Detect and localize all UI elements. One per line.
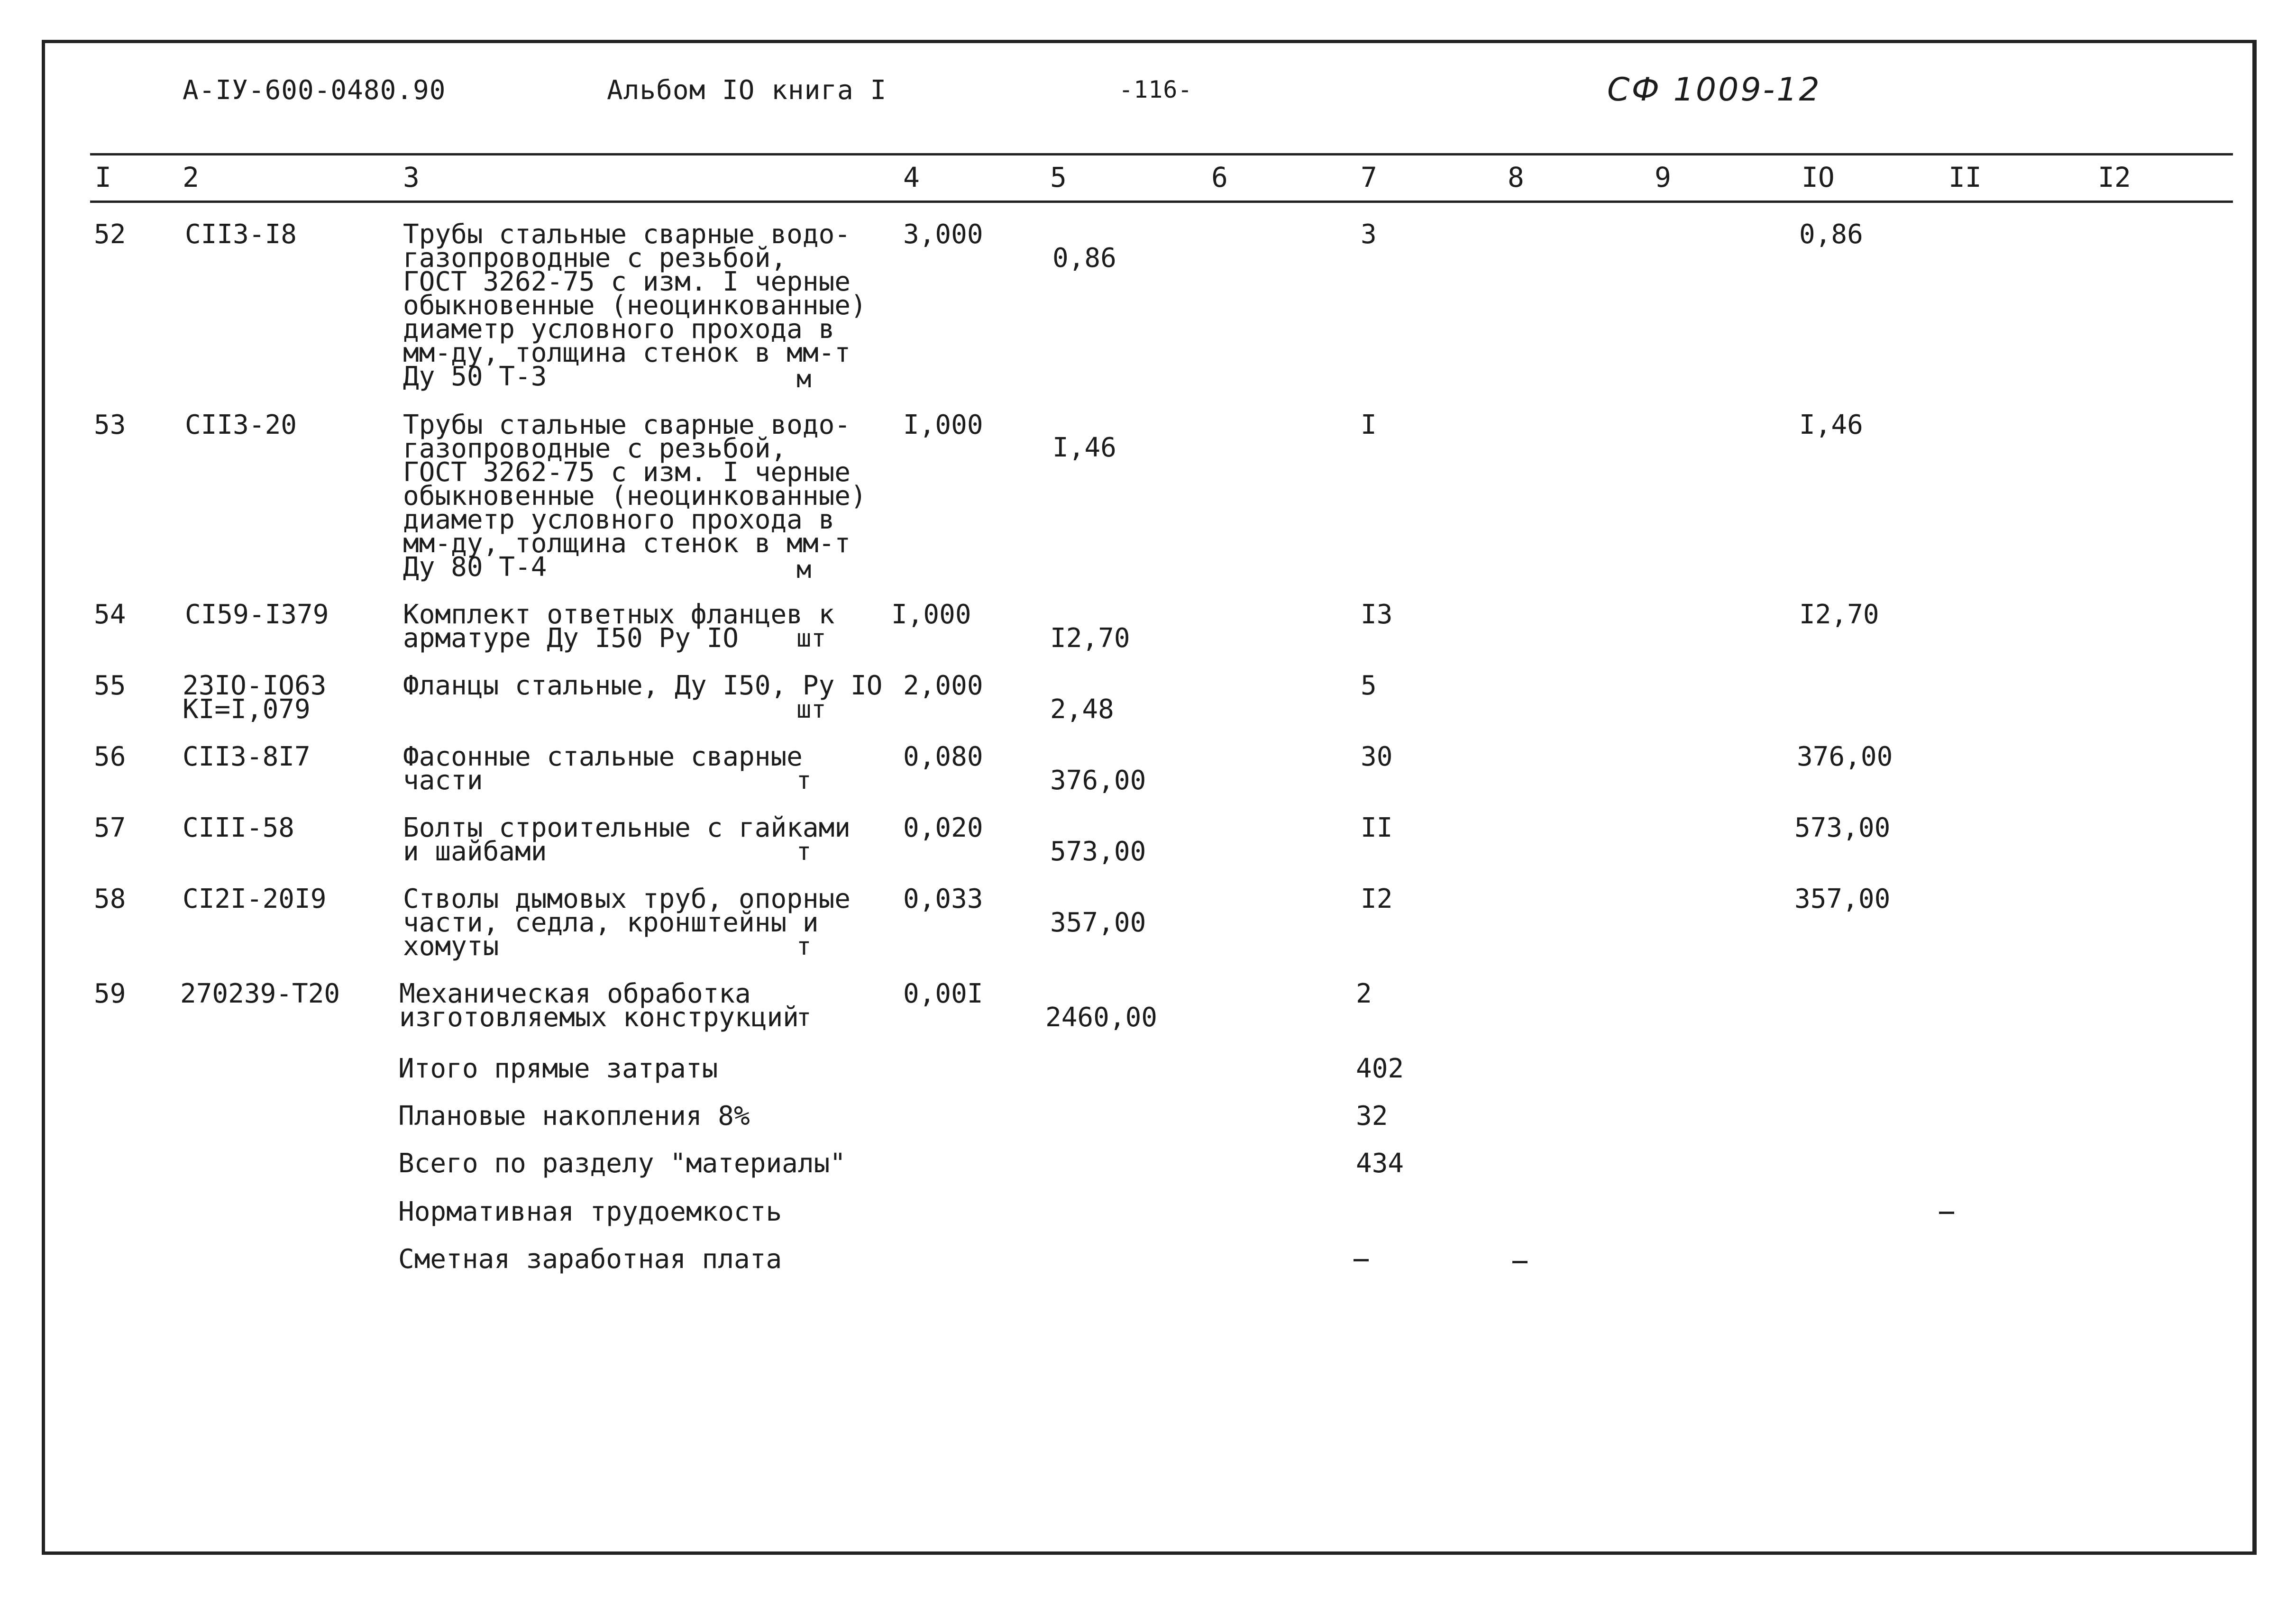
unit-of-measure: т [796,932,812,961]
column-10-value: I2,70 [1799,599,1879,630]
unit-price: I2,70 [1050,623,1130,654]
summary-labor-intensity-label: Нормативная трудоемкость [398,1196,782,1227]
summary-materials-total-value: 434 [1356,1148,1404,1179]
column-header-10: IO [1802,161,1835,193]
total-cost: I2 [1361,884,1393,914]
row-number: 55 [94,670,126,701]
price-coefficient: КI=I,079 [183,694,311,725]
row-number: 59 [94,978,126,1009]
row-number: 56 [94,741,126,772]
quantity: 2,000 [903,670,983,701]
unit-of-measure: т [796,1004,812,1032]
price-code: СI2I-20I9 [183,884,327,914]
unit-price: 0,86 [1052,243,1116,274]
column-10-value: 376,00 [1797,741,1893,772]
price-code: СII3-8I7 [183,741,311,772]
price-code: СII3-I8 [185,219,297,250]
quantity: 0,00I [903,978,983,1009]
total-cost: 3 [1361,219,1377,250]
column-header-6: 6 [1211,161,1228,193]
total-cost: 2 [1356,978,1372,1009]
row-number: 58 [94,884,126,914]
column-10-value: 357,00 [1794,884,1891,914]
table-header-bottom-rule [90,201,2233,203]
total-cost: II [1361,812,1393,843]
album-label: Альбом IO книга I [607,75,887,106]
quantity: 3,000 [903,219,983,250]
summary-planned-savings-value: 32 [1356,1101,1388,1131]
column-header-1: I [95,161,111,193]
item-description: Комплект ответных фланцев к арматуре Ду I50 Ру IO [403,599,835,654]
total-cost: 5 [1361,670,1377,701]
summary-planned-savings-label: Плановые накопления 8% [398,1101,750,1131]
unit-of-measure: шт [796,624,826,653]
price-code: СII3-20 [185,410,297,440]
column-10-value: 573,00 [1794,812,1891,843]
handwritten-stamp: СФ 1009-12 [1607,71,1821,109]
row-number: 54 [94,599,126,630]
column-header-9: 9 [1655,161,1671,193]
unit-of-measure: т [796,766,812,795]
price-code: СI59-I379 [185,599,329,630]
page-frame [42,40,2257,1555]
price-code: 23IO-IO63 [183,670,327,701]
unit-price: I,46 [1052,432,1116,463]
column-header-2: 2 [183,161,199,193]
quantity: 0,020 [903,812,983,843]
estimated-wages-dash-col7 [1354,1259,1369,1261]
column-10-value: 0,86 [1799,219,1863,250]
document-code: А-IУ-600-0480.90 [183,75,446,106]
unit-of-measure: м [796,365,812,393]
quantity: I,000 [891,599,971,630]
row-number: 53 [94,410,126,440]
table-header-top-rule [90,153,2233,155]
row-number: 57 [94,812,126,843]
summary-materials-total-label: Всего по разделу "материалы" [398,1148,846,1179]
total-cost: I [1361,410,1377,440]
item-description: Болты строительные с гайками и шайбами [403,812,851,867]
unit-of-measure: шт [796,695,826,724]
item-description: Трубы стальные сварные водо- газопроводные с резьбой, ГОСТ 3262-75 с изм. I черные обыкновенные (неоцинкованные) диаметр условного прохода в мм-ду, толщина стенок в мм-т Ду 50 Т-3 [403,219,867,392]
labor-intensity-dash [1939,1212,1954,1214]
column-header-11: II [1948,161,1982,193]
unit-price: 2460,00 [1045,1002,1158,1033]
quantity: 0,033 [903,884,983,914]
price-code: 270239-Т20 [180,978,340,1009]
column-header-12: I2 [2098,161,2131,193]
estimated-wages-dash-col8 [1512,1261,1528,1263]
item-description: Стволы дымовых труб, опорные части, седла, кронштейны и хомуты [403,884,851,962]
unit-price: 357,00 [1050,907,1146,938]
summary-direct-costs-label: Итого прямые затраты [398,1053,718,1084]
page-number: -116- [1119,76,1193,103]
item-description: Фланцы стальные, Ду I50, Ру IO [403,670,883,701]
unit-of-measure: м [796,556,812,584]
item-description: Механическая обработка изготовляемых конструкций [399,978,799,1033]
column-header-7: 7 [1361,161,1377,193]
summary-estimated-wages-label: Сметная заработная плата [398,1244,782,1275]
row-number: 52 [94,219,126,250]
column-header-5: 5 [1050,161,1067,193]
item-description: Фасонные стальные сварные части [403,741,803,796]
quantity: I,000 [903,410,983,440]
unit-of-measure: т [796,838,812,866]
summary-direct-costs-value: 402 [1356,1053,1404,1084]
item-description: Трубы стальные сварные водо- газопроводные с резьбой, ГОСТ 3262-75 с изм. I черные обыкновенные (неоцинкованные) диаметр условного прохода в мм-ду, толщина стенок в мм-т Ду 80 Т-4 [403,410,867,583]
column-header-3: 3 [403,161,420,193]
column-10-value: I,46 [1799,410,1863,440]
unit-price: 573,00 [1050,836,1146,867]
total-cost: 30 [1361,741,1393,772]
column-header-8: 8 [1508,161,1524,193]
total-cost: I3 [1361,599,1393,630]
unit-price: 2,48 [1050,694,1114,725]
quantity: 0,080 [903,741,983,772]
column-header-4: 4 [903,161,920,193]
price-code: СIII-58 [183,812,295,843]
unit-price: 376,00 [1050,765,1146,796]
